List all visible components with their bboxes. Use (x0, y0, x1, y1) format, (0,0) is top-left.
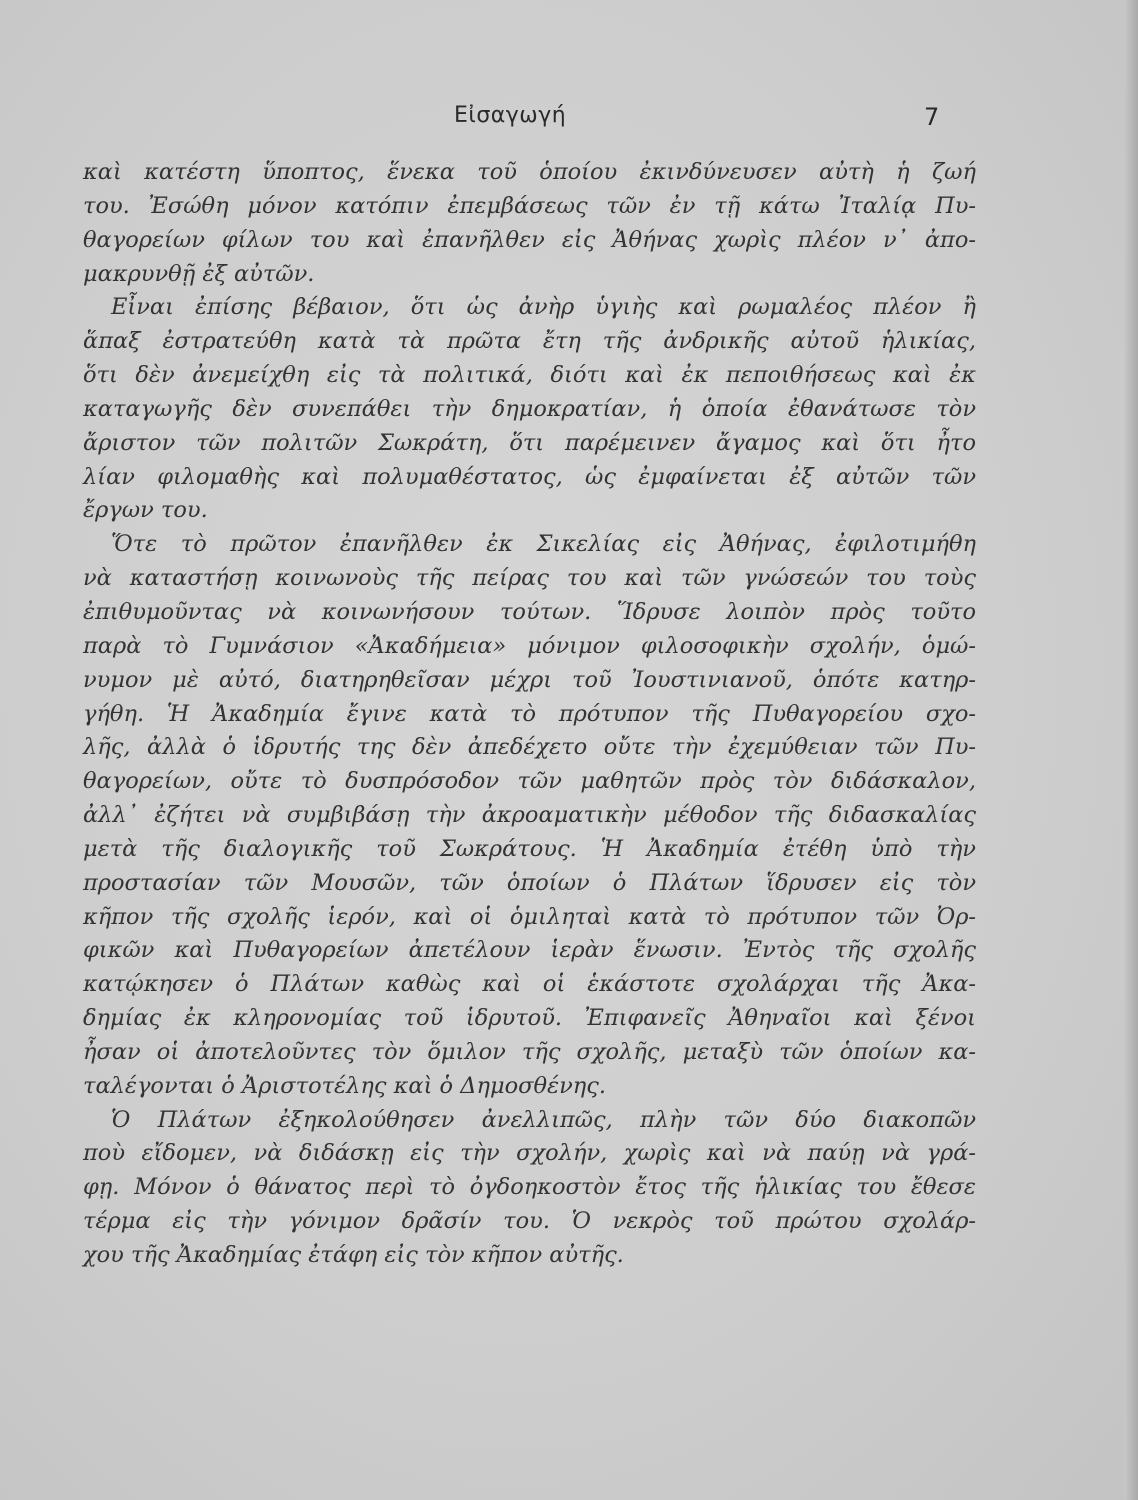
text-line: νὰ καταστήσῃ κοινωνοὺς τῆς πείρας του καὶ τῶν γνώσεών του τοὺς (83, 565, 976, 592)
text-line: δημίας ἐκ κληρονομίας τοῦ ἱδρυτοῦ. Ἐπιφανεῖς Ἀθηναῖοι καὶ ξένοι (83, 1005, 976, 1032)
text-line: νυμον μὲ αὐτό, διατηρηθεῖσαν μέχρι τοῦ Ἰουστινιανοῦ, ὁπότε κατηρ- (83, 666, 976, 693)
text-line: γήθη. Ἡ Ἀκαδημία ἔγινε κατὰ τὸ πρότυπον τῆς Πυθαγορείου σχο- (83, 700, 977, 727)
text-line: φῃ. Μόνον ὁ θάνατος περὶ τὸ ὀγδοηκοστὸν ἔτος τῆς ἡλικίας του ἔθεσε (83, 1174, 976, 1201)
text-line: θαγορείων, οὔτε τὸ δυσπρόσοδον τῶν μαθητῶν πρὸς τὸν διδάσκαλον, (83, 768, 976, 795)
text-line: ἄριστον τῶν πολιτῶν Σωκράτη, ὅτι παρέμεινεν ἄγαμος καὶ ὅτι ἦτο (83, 429, 976, 456)
text-line: ἦσαν οἱ ἀποτελοῦντες τὸν ὅμιλον τῆς σχολῆς, μεταξὺ τῶν ὁποίων κα- (83, 1038, 977, 1065)
page-number: 7 (924, 103, 940, 131)
text-line: ὅτι δὲν ἀνεμείχθη εἰς τὰ πολιτικά, διότι καὶ ἐκ πεποιθήσεως καὶ ἐκ (83, 362, 976, 389)
text-line: λίαν φιλομαθὴς καὶ πολυμαθέστατος, ὡς ἐμφαίνεται ἐξ αὐτῶν τῶν (83, 463, 977, 490)
text-line: ταλέγονται ὁ Ἀριστοτέλης καὶ ὁ Δημοσθένης. (83, 1072, 607, 1099)
text-line: ἀλλ᾽ ἐζήτει νὰ συμβιβάσῃ τὴν ἀκροαματικὴν μέθοδον τῆς διδασκαλίας (83, 802, 977, 829)
text-line: του. Ἐσώθη μόνον κατόπιν ἐπεμβάσεως τῶν ἐν τῇ κάτω Ἰταλίᾳ Πυ- (83, 192, 976, 219)
text-line: παρὰ τὸ Γυμνάσιον «Ἀκαδήμεια» μόνιμον φιλοσοφικὴν σχολήν, ὁμώ- (83, 632, 977, 659)
text-line: Εἶναι ἐπίσης βέβαιον, ὅτι ὡς ἀνὴρ ὑγιὴς καὶ ρωμαλέος πλέον ἢ (111, 294, 977, 321)
text-line: ποὺ εἴδομεν, νὰ διδάσκῃ εἰς τὴν σχολήν, χωρὶς καὶ νὰ παύῃ νὰ γρά- (83, 1140, 976, 1167)
text-line: Ὅτε τὸ πρῶτον ἐπανῆλθεν ἐκ Σικελίας εἰς Ἀθήνας, ἐφιλοτιμήθη (111, 531, 977, 558)
text-line: λῆς, ἀλλὰ ὁ ἱδρυτής της δὲν ἀπεδέχετο οὔτε τὴν ἐχεμύθειαν τῶν Πυ- (83, 734, 976, 761)
text-line: ἅπαξ ἐστρατεύθη κατὰ τὰ πρῶτα ἔτη τῆς ἀνδρικῆς αὐτοῦ ἡλικίας, (83, 328, 977, 355)
text-line: μετὰ τῆς διαλογικῆς τοῦ Σωκράτους. Ἡ Ἀκαδημία ἐτέθη ὑπὸ τὴν (83, 835, 976, 862)
text-line: κατῴκησεν ὁ Πλάτων καθὼς καὶ οἱ ἑκάστοτε σχολάρχαι τῆς Ἀκα- (83, 971, 976, 998)
body-text (83, 156, 976, 1273)
text-line: Ὁ Πλάτων ἐξηκολούθησεν ἀνελλιπῶς, πλὴν τῶν δύο διακοπῶν (111, 1106, 977, 1133)
text-line: θαγορείων φίλων του καὶ ἐπανῆλθεν εἰς Ἀθήνας χωρὶς πλέον ν᾽ ἀπο- (83, 226, 976, 253)
chapter-title: Εἰσαγωγή (454, 103, 567, 128)
text-line: μακρυνθῇ ἐξ αὐτῶν. (83, 260, 315, 287)
text-line: φικῶν καὶ Πυθαγορείων ἀπετέλουν ἱερὰν ἕνωσιν. Ἐντὸς τῆς σχολῆς (83, 937, 977, 964)
text-line: ἐπιθυμοῦντας νὰ κοινωνήσουν τούτων. Ἵδρυσε λοιπὸν πρὸς τοῦτο (83, 598, 976, 625)
text-line: κῆπον τῆς σχολῆς ἱερόν, καὶ οἱ ὁμιληταὶ κατὰ τὸ πρότυπον τῶν Ὀρ- (83, 903, 977, 930)
text-line: τέρμα εἰς τὴν γόνιμον δρᾶσίν του. Ὁ νεκρὸς τοῦ πρώτου σχολάρ- (83, 1208, 977, 1235)
text-line: ἔργων του. (83, 497, 208, 524)
text-line: καταγωγῆς δὲν συνεπάθει τὴν δημοκρατίαν, ἡ ὁποία ἐθανάτωσε τὸν (83, 395, 977, 422)
text-line: χου τῆς Ἀκαδημίας ἐτάφη εἰς τὸν κῆπον αὐτῆς. (83, 1242, 624, 1268)
running-head (0, 103, 1138, 137)
text-line: καὶ κατέστη ὕποπτος, ἕνεκα τοῦ ὁποίου ἐκινδύνευσεν αὐτὴ ἡ ζωή (83, 159, 977, 185)
text-line: προστασίαν τῶν Μουσῶν, τῶν ὁποίων ὁ Πλάτων ἵδρυσεν εἰς τὸν (83, 869, 977, 896)
